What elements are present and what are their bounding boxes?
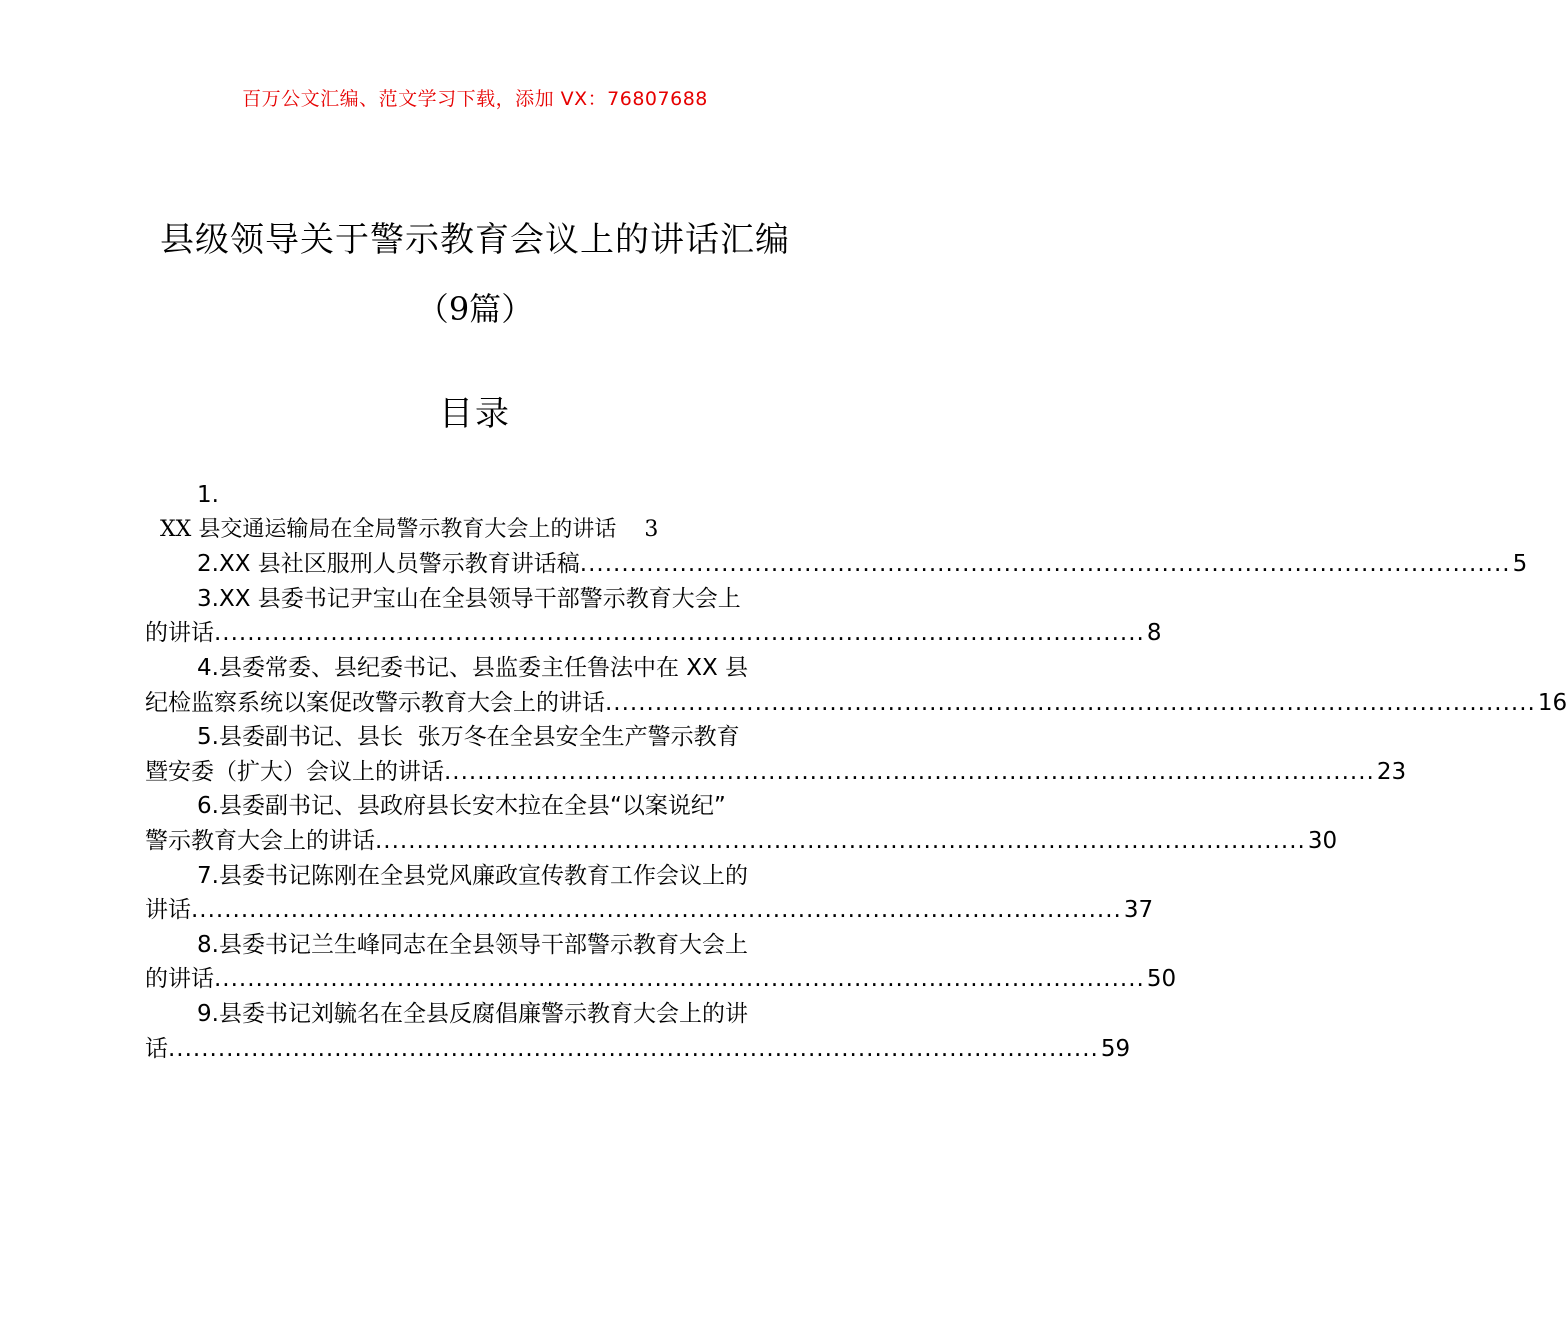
toc-entry-8-title[interactable]: 8.县委书记兰生峰同志在全县领导干部警示教育大会上	[197, 931, 748, 958]
dot-leader: ................................................................................................................	[214, 966, 1145, 993]
toc-entry-6-page: 30	[1307, 827, 1338, 854]
toc-entry-4-title-cont: 纪检监察系统以案促改警示教育大会上的讲话	[145, 689, 605, 716]
dot-leader: ................................................................................................................	[605, 689, 1536, 716]
toc-entry-9[interactable]	[145, 1032, 1131, 1067]
subtitle-count: 9	[448, 290, 470, 328]
subtitle-close-paren: ）	[501, 290, 534, 328]
toc-entry-9-title[interactable]: 9.县委书记刘毓名在全县反腐倡廉警示教育大会上的讲	[197, 1000, 748, 1027]
toc-entry-4[interactable]	[145, 686, 1567, 721]
toc-entry-3[interactable]	[145, 616, 1162, 651]
dot-leader: ................................................................................................................	[444, 758, 1375, 785]
header-download-notice: 百万公文汇编、范文学习下载，添加 VX：76807688	[242, 88, 708, 110]
toc-entry-5-page: 23	[1376, 758, 1407, 785]
toc-entry-1[interactable]	[145, 513, 808, 548]
toc-entry-3-title-cont: 的讲话	[145, 620, 214, 647]
dot-leader: ................................................................................................................	[214, 620, 1145, 647]
subtitle-open-paren: （	[416, 290, 449, 328]
toc-entry-7-page: 37	[1123, 897, 1154, 924]
toc-entry-8-page: 50	[1146, 966, 1177, 993]
toc-entry-2-title: 2.XX 县社区服刑人员警示教育讲话稿	[197, 551, 580, 578]
toc-heading: 目录	[439, 394, 511, 434]
toc-entry-6-title-cont: 警示教育大会上的讲话	[145, 827, 375, 854]
table-of-contents	[145, 478, 1567, 1066]
toc-entry-1-title: XX 县交通运输局在全局警示教育大会上的讲话	[160, 516, 617, 542]
toc-entry-1-number[interactable]: 1.	[197, 482, 219, 508]
toc-entry-5-title[interactable]: 5.县委副书记、县长 张万冬在全县安全生产警示教育	[197, 724, 740, 751]
toc-entry-3-page: 8	[1146, 620, 1162, 647]
dot-leader: ................................................................................................................	[191, 897, 1122, 924]
dot-leader: ................................................................................................................	[375, 827, 1306, 854]
toc-entry-8[interactable]	[145, 962, 1177, 997]
document-title: 县级领导关于警示教育会议上的讲话汇编	[160, 220, 790, 260]
toc-entry-9-page: 59	[1100, 1035, 1131, 1062]
toc-entry-2-page: 5	[1512, 551, 1528, 578]
toc-entry-1-page: 3	[644, 516, 659, 542]
toc-entry-5[interactable]	[145, 755, 1407, 790]
toc-entry-8-title-cont: 的讲话	[145, 966, 214, 993]
toc-entry-7-title-cont: 讲话	[145, 897, 191, 924]
toc-entry-6-title[interactable]: 6.县委副书记、县政府县长安木拉在全县“以案说纪”	[197, 793, 726, 820]
toc-entry-2[interactable]	[145, 547, 1528, 582]
toc-entry-3-title[interactable]: 3.XX 县委书记尹宝山在全县领导干部警示教育大会上	[197, 585, 741, 612]
toc-entry-9-title-cont: 话	[145, 1035, 168, 1062]
toc-entry-5-title-cont: 暨安委（扩大）会议上的讲话	[145, 758, 444, 785]
document-subtitle	[0, 284, 950, 330]
subtitle-unit: 篇	[469, 290, 502, 328]
toc-entry-7[interactable]	[145, 893, 1154, 928]
toc-entry-4-page: 16	[1537, 689, 1567, 716]
dot-leader: ................................................................................................................	[579, 551, 1511, 578]
toc-entry-7-title[interactable]: 7.县委书记陈刚在全县党风廉政宣传教育工作会议上的	[197, 862, 748, 889]
toc-entry-6[interactable]	[145, 824, 1338, 859]
toc-entry-4-title[interactable]: 4.县委常委、县纪委书记、县监委主任鲁法中在 XX 县	[197, 654, 749, 681]
dot-leader: ................................................................................................................	[168, 1035, 1099, 1062]
